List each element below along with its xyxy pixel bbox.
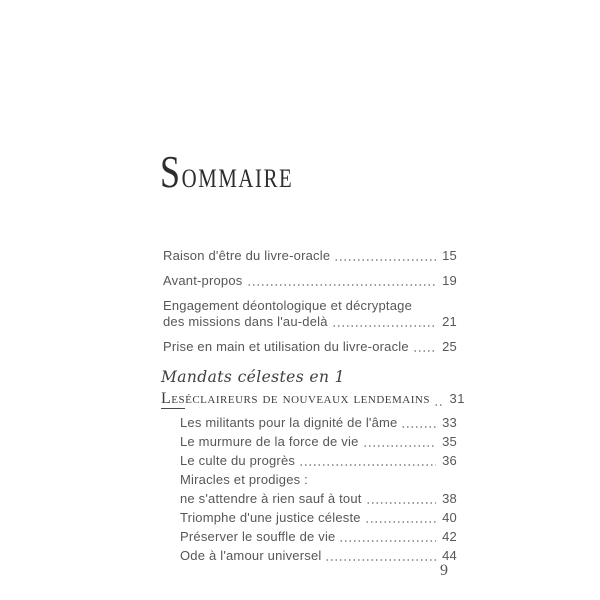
dot-leader	[363, 445, 437, 447]
entry-label: Les militants pour la dignité de l'âme	[180, 415, 398, 430]
dot-leader	[434, 404, 444, 406]
dot-leader	[247, 284, 437, 286]
dot-leader	[299, 464, 436, 466]
dot-leader	[332, 325, 436, 327]
chapter-entries	[161, 415, 457, 564]
chapter-heading-lead: Les	[161, 390, 186, 407]
entry-page-number: 35	[442, 434, 457, 449]
toc-entry	[163, 298, 457, 330]
entry-line2	[180, 491, 457, 507]
entry-label: Prise en main et utilisation du livre-oracle	[163, 339, 409, 354]
dot-leader	[339, 540, 436, 542]
toc-entry	[163, 339, 457, 355]
entry-page-number: 25	[442, 339, 457, 354]
toc-entry	[180, 434, 457, 450]
toc-entry	[180, 548, 457, 564]
entry-label: Préserver le souffle de vie	[180, 529, 336, 544]
entry-label: Raison d'être du livre-oracle	[163, 248, 331, 263]
entry-label-line2: des missions dans l'au-delà	[163, 314, 328, 329]
chapter-heading-rest: éclaireurs de nouveaux lendemains	[185, 390, 430, 407]
toc-entry	[180, 510, 457, 526]
dot-leader	[325, 559, 436, 561]
entry-page-number: 19	[442, 273, 457, 288]
toc-entry	[180, 472, 457, 507]
toc-front-matter	[161, 248, 457, 355]
entry-page-number: 40	[442, 510, 457, 525]
toc-entry	[180, 529, 457, 545]
entry-page-number: 15	[442, 248, 457, 263]
folio-page-number: 9	[440, 562, 448, 579]
entry-page-number: 33	[442, 415, 457, 430]
entry-page-number: 31	[449, 391, 465, 406]
toc-entry	[180, 415, 457, 431]
entry-line2	[163, 314, 457, 330]
toc-content	[160, 147, 465, 564]
dot-leader	[413, 350, 436, 352]
entry-page-number: 36	[442, 453, 457, 468]
entry-label-line1: Engagement déontologique et décryptage	[163, 298, 413, 313]
dot-leader	[366, 502, 436, 504]
toc-entry	[163, 248, 457, 264]
chapter-heading	[161, 390, 465, 409]
entry-label: Ode à l'amour universel	[180, 548, 322, 563]
dot-leader	[334, 259, 436, 261]
entry-label-line2: ne s'attendre à rien sauf à tout	[180, 491, 362, 506]
section-script-heading: Mandats célestes en 1	[161, 368, 345, 386]
toc-entry	[180, 453, 457, 469]
dot-leader	[365, 521, 436, 523]
entry-label: Triomphe d'une justice céleste	[180, 510, 361, 525]
entry-page-number: 44	[442, 548, 457, 563]
entry-page-number: 42	[442, 529, 457, 544]
entry-label: Le murmure de la force de vie	[180, 434, 359, 449]
entry-label: Le culte du progrès	[180, 453, 296, 468]
dot-leader	[401, 426, 436, 428]
entry-page-number: 21	[442, 314, 457, 329]
entry-label: Avant-propos	[163, 273, 243, 288]
page-title: SOMMAIRE	[160, 147, 294, 197]
entry-page-number: 38	[442, 491, 457, 506]
toc-entry	[163, 273, 457, 289]
entry-label-line1: Miracles et prodiges :	[180, 472, 308, 487]
